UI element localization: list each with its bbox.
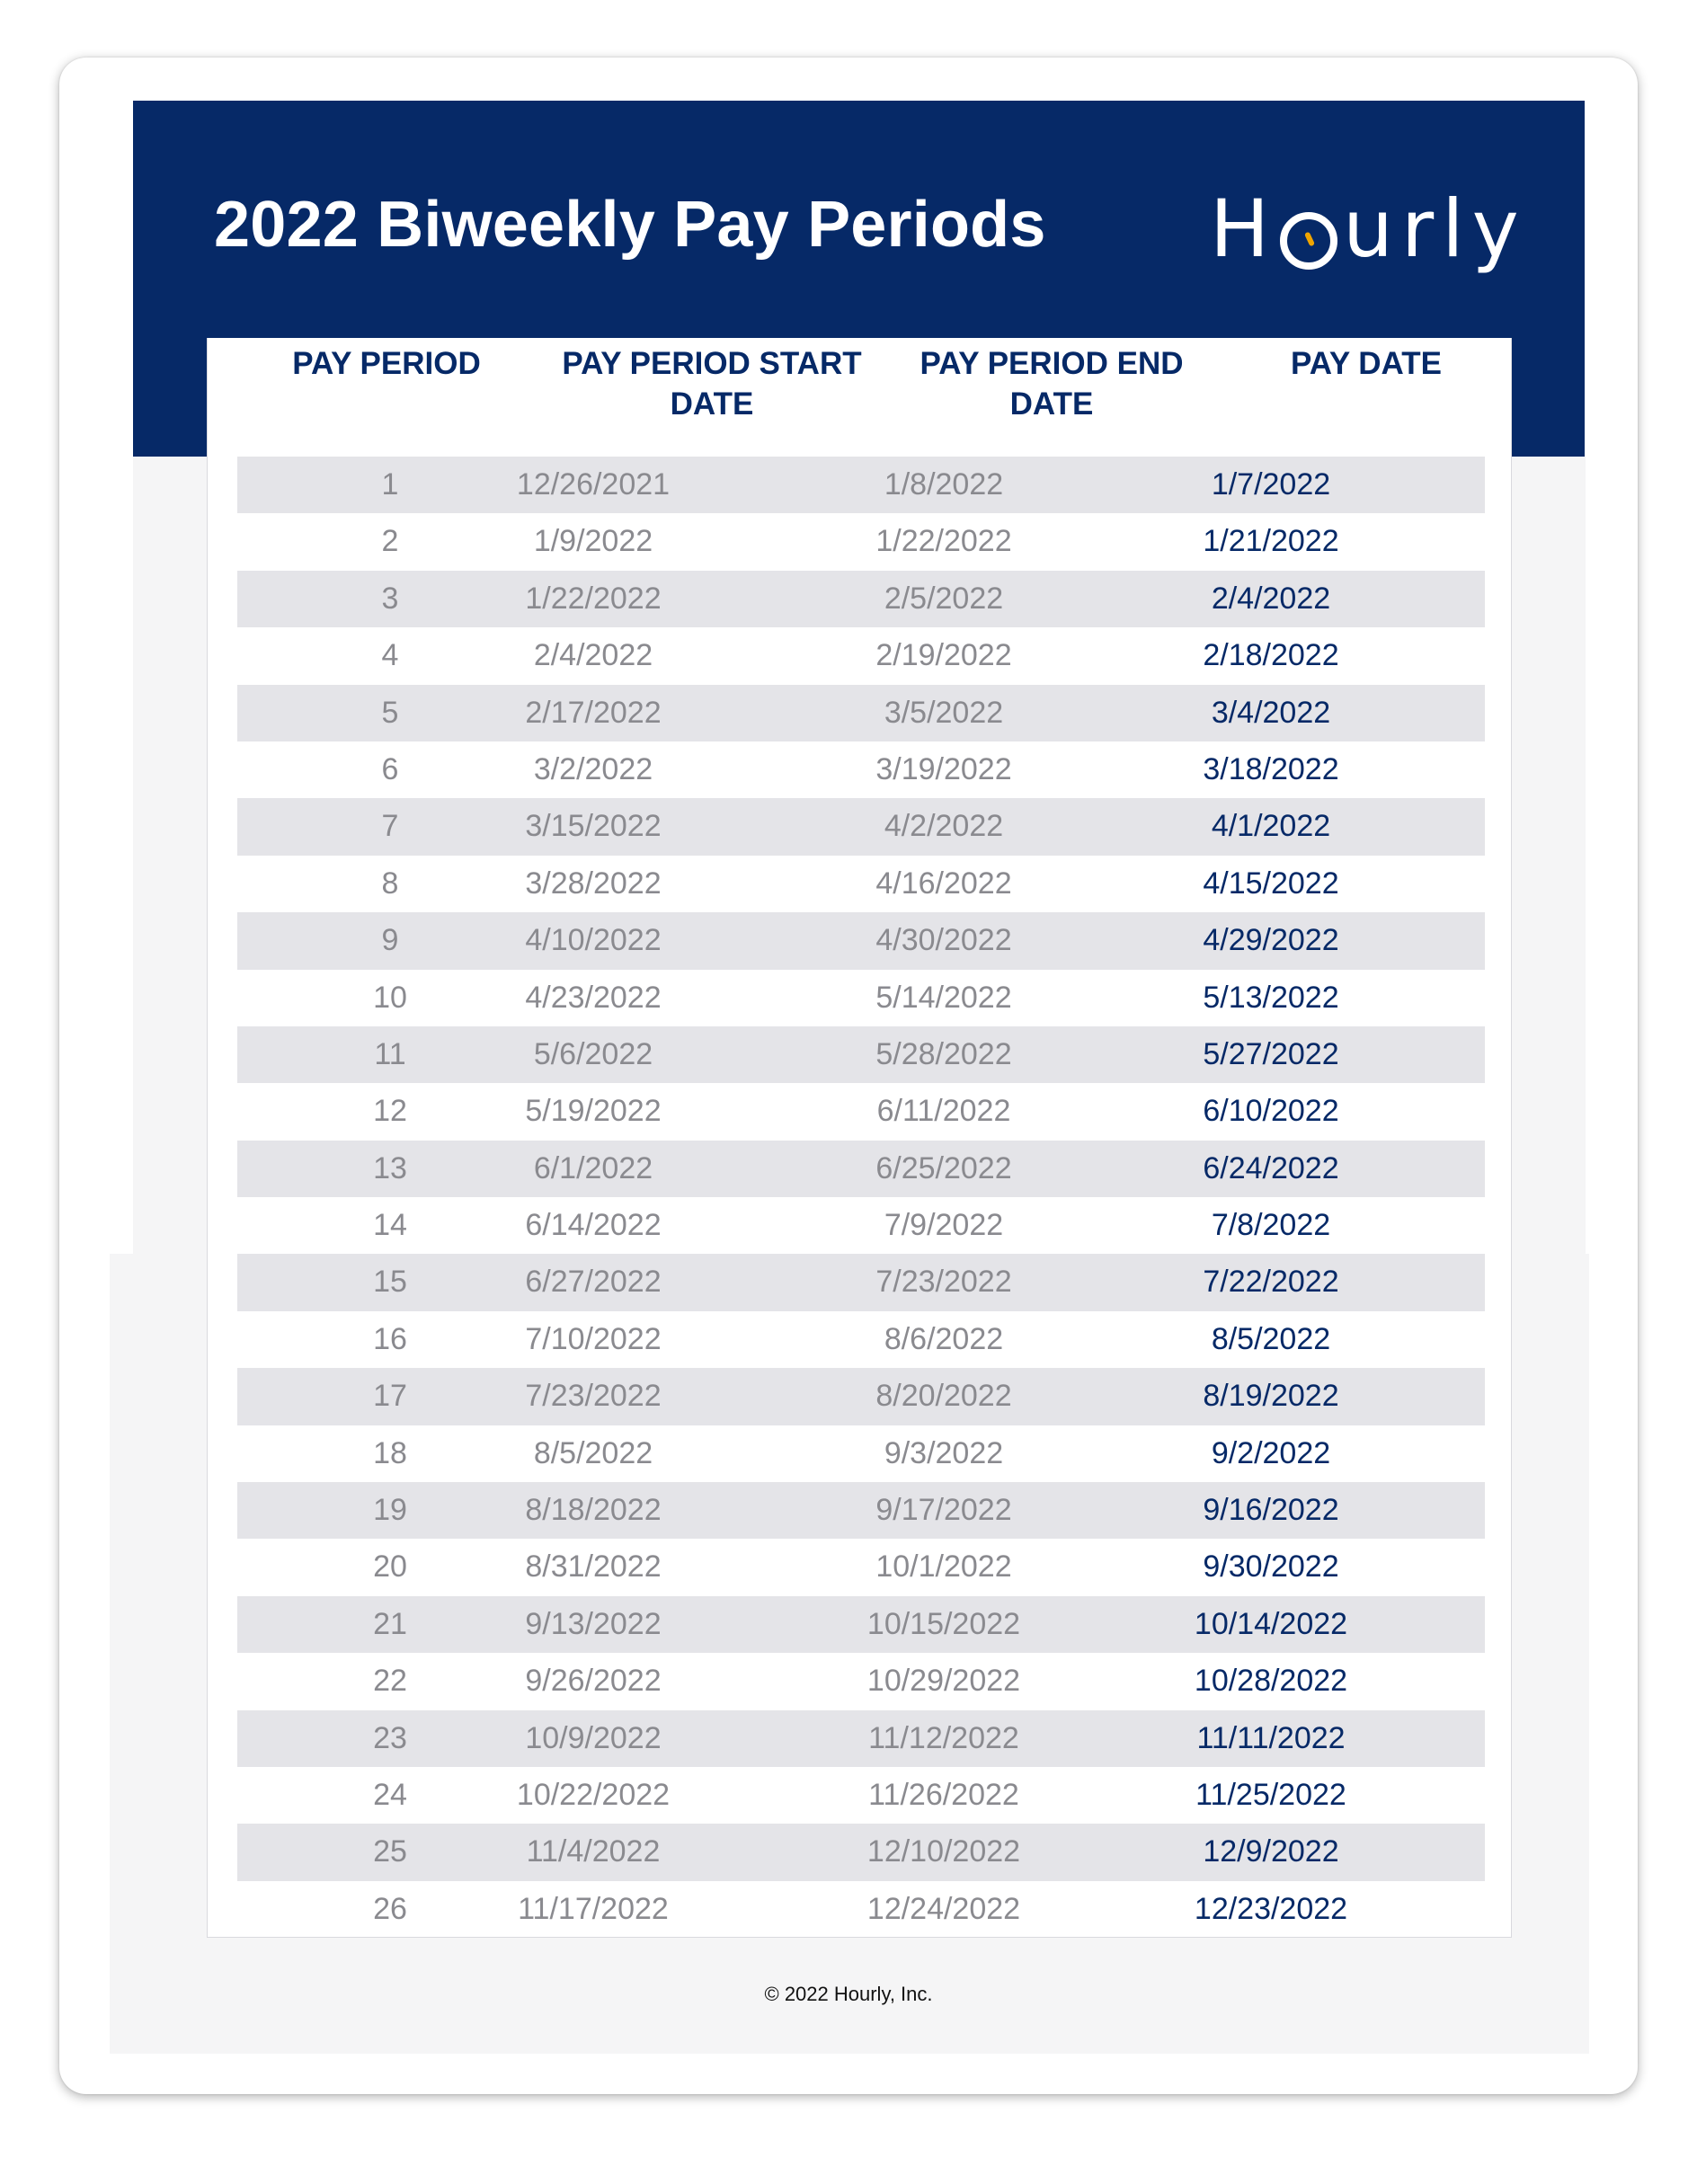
pay-period-number: 23: [373, 1720, 407, 1755]
pay-period-number: 14: [373, 1208, 407, 1243]
pay-date: 11/25/2022: [1195, 1777, 1346, 1812]
header-pay-period: PAY PERIOD: [292, 346, 481, 381]
right-margin-panel: [1512, 457, 1586, 1265]
table-row: [237, 1083, 1485, 1140]
pay-period-number: 19: [373, 1493, 407, 1528]
table-row: [237, 1482, 1485, 1539]
period-end-date: 8/20/2022: [875, 1379, 1012, 1414]
period-start-date: 10/9/2022: [525, 1720, 662, 1755]
pay-period-number: 13: [373, 1150, 407, 1185]
period-end-date: 3/19/2022: [875, 751, 1012, 786]
pay-date: 12/23/2022: [1194, 1891, 1348, 1926]
period-end-date: 1/22/2022: [875, 524, 1012, 559]
pay-period-number: 15: [373, 1265, 407, 1300]
pay-date: 8/19/2022: [1203, 1379, 1339, 1414]
left-margin-panel: [133, 457, 207, 1265]
table-row: [237, 1653, 1485, 1709]
table-row: [237, 1596, 1485, 1653]
period-end-date: 12/10/2022: [866, 1834, 1021, 1869]
table-row: [237, 970, 1485, 1026]
period-start-date: 4/10/2022: [525, 923, 662, 958]
pay-date: 10/28/2022: [1194, 1664, 1348, 1699]
period-end-date: 12/24/2022: [866, 1891, 1021, 1926]
table-row: [237, 1824, 1485, 1880]
period-end-date: 6/11/2022: [876, 1094, 1011, 1129]
table-row: [237, 856, 1485, 912]
period-end-date: 2/5/2022: [884, 581, 1004, 616]
pay-period-number: 8: [381, 866, 399, 901]
pay-period-number: 5: [381, 695, 399, 730]
pay-date: 11/11/2022: [1196, 1720, 1346, 1755]
period-start-date: 2/17/2022: [525, 695, 662, 730]
period-end-date: 8/6/2022: [884, 1321, 1004, 1356]
table-row: [237, 1141, 1485, 1197]
period-start-date: 8/18/2022: [525, 1493, 662, 1528]
pay-date: 5/27/2022: [1203, 1036, 1339, 1071]
pay-period-number: 17: [373, 1379, 407, 1414]
table-row: [237, 513, 1485, 570]
pay-date: 7/8/2022: [1211, 1208, 1331, 1243]
table-row: [237, 1425, 1485, 1482]
period-end-date: 1/8/2022: [884, 467, 1004, 502]
period-end-date: 10/29/2022: [866, 1664, 1021, 1699]
table-row: [237, 627, 1485, 684]
pay-date: 4/1/2022: [1211, 809, 1331, 844]
period-end-date: 11/12/2022: [868, 1720, 1019, 1755]
pay-period-number: 1: [381, 467, 399, 502]
period-start-date: 4/23/2022: [525, 980, 662, 1015]
pay-date: 10/14/2022: [1194, 1606, 1348, 1641]
period-end-date: 7/23/2022: [875, 1265, 1012, 1300]
header-pay-date: PAY DATE: [1291, 346, 1442, 381]
pay-period-number: 18: [373, 1435, 407, 1470]
pay-date: 3/18/2022: [1203, 751, 1339, 786]
pay-period-number: 25: [373, 1834, 407, 1869]
pay-period-number: 3: [381, 581, 399, 616]
logo-text-end: urly: [1343, 182, 1527, 275]
period-start-date: 3/2/2022: [533, 751, 653, 786]
period-end-date: 5/14/2022: [875, 980, 1012, 1015]
clock-o-icon: [1280, 212, 1337, 270]
table-row: [237, 1311, 1485, 1368]
hourly-logo: [1210, 180, 1527, 279]
copyright-footer: © 2022 Hourly, Inc.: [764, 1983, 933, 2005]
period-start-date: 10/22/2022: [516, 1777, 671, 1812]
period-start-date: 7/10/2022: [525, 1321, 662, 1356]
pay-date: 6/24/2022: [1203, 1150, 1339, 1185]
pay-period-number: 11: [374, 1036, 406, 1071]
pay-period-number: 16: [373, 1321, 407, 1356]
pay-date: 9/30/2022: [1203, 1549, 1339, 1585]
period-start-date: 6/27/2022: [525, 1265, 662, 1300]
period-start-date: 5/19/2022: [525, 1094, 662, 1129]
period-start-date: 6/14/2022: [525, 1208, 662, 1243]
pay-period-number: 26: [373, 1891, 407, 1926]
pay-date: 2/18/2022: [1203, 638, 1339, 673]
table-body: [237, 457, 1485, 1938]
pay-date: 7/22/2022: [1203, 1265, 1339, 1300]
pay-period-number: 2: [381, 524, 399, 559]
period-end-date: 10/15/2022: [866, 1606, 1021, 1641]
page-title: 2022 Biweekly Pay Periods: [214, 189, 1046, 261]
period-start-date: 11/4/2022: [526, 1834, 661, 1869]
logo-text-start: H: [1210, 182, 1278, 275]
pay-date: 2/4/2022: [1211, 581, 1331, 616]
table-row: [237, 1254, 1485, 1310]
period-end-date: 4/16/2022: [875, 866, 1012, 901]
pay-period-number: 9: [381, 923, 399, 958]
pay-date: 9/16/2022: [1203, 1493, 1339, 1528]
table-row: [237, 741, 1485, 798]
period-end-date: 4/2/2022: [884, 809, 1004, 844]
period-start-date: 12/26/2021: [516, 467, 671, 502]
table-row: [237, 685, 1485, 741]
pay-period-number: 24: [373, 1777, 407, 1812]
pay-date: 4/29/2022: [1203, 923, 1339, 958]
pay-period-number: 4: [381, 638, 399, 673]
table-row: [237, 1710, 1485, 1767]
pay-date: 4/15/2022: [1203, 866, 1339, 901]
period-start-date: 1/9/2022: [533, 524, 653, 559]
period-start-date: 9/26/2022: [525, 1664, 662, 1699]
pay-date: 3/4/2022: [1211, 695, 1331, 730]
period-start-date: 2/4/2022: [533, 638, 653, 673]
pay-date: 8/5/2022: [1211, 1321, 1331, 1356]
table-row: [237, 1767, 1485, 1824]
pay-period-number: 10: [373, 980, 407, 1015]
period-end-date: 7/9/2022: [884, 1208, 1004, 1243]
table-row: [237, 1881, 1485, 1938]
table-row: [237, 1539, 1485, 1595]
period-start-date: 6/1/2022: [533, 1150, 653, 1185]
pay-period-number: 12: [373, 1094, 407, 1129]
pay-date: 1/7/2022: [1211, 467, 1331, 502]
period-end-date: 4/30/2022: [875, 923, 1012, 958]
period-end-date: 9/17/2022: [875, 1493, 1012, 1528]
period-end-date: 5/28/2022: [875, 1036, 1012, 1071]
pay-period-number: 20: [373, 1549, 407, 1585]
pay-period-number: 7: [381, 809, 399, 844]
period-end-date: 2/19/2022: [875, 638, 1012, 673]
header-start-date: PAY PERIOD START DATE: [562, 346, 862, 422]
table-header: [207, 338, 1512, 457]
table-row: [237, 912, 1485, 969]
table-row: [237, 1197, 1485, 1254]
period-start-date: 3/28/2022: [525, 866, 662, 901]
period-start-date: 7/23/2022: [525, 1379, 662, 1414]
period-start-date: 11/17/2022: [518, 1891, 669, 1926]
period-start-date: 5/6/2022: [533, 1036, 653, 1071]
pay-period-number: 22: [373, 1664, 407, 1699]
period-end-date: 11/26/2022: [868, 1777, 1019, 1812]
pay-date: 9/2/2022: [1211, 1435, 1331, 1470]
table-row: [237, 457, 1485, 513]
period-start-date: 8/31/2022: [525, 1549, 662, 1585]
table-row: [237, 1368, 1485, 1425]
pay-period-number: 21: [373, 1606, 407, 1641]
table-row: [237, 798, 1485, 855]
pay-date: 1/21/2022: [1203, 524, 1339, 559]
pay-period-number: 6: [381, 751, 399, 786]
table-row: [237, 1026, 1485, 1083]
period-start-date: 8/5/2022: [533, 1435, 653, 1470]
table-row: [237, 571, 1485, 627]
pay-date: 12/9/2022: [1203, 1834, 1339, 1869]
period-end-date: 3/5/2022: [884, 695, 1004, 730]
header-end-date: PAY PERIOD END DATE: [920, 346, 1184, 422]
period-start-date: 9/13/2022: [525, 1606, 662, 1641]
pay-date: 6/10/2022: [1203, 1094, 1339, 1129]
pay-date: 5/13/2022: [1203, 980, 1339, 1015]
period-start-date: 3/15/2022: [525, 809, 662, 844]
period-start-date: 1/22/2022: [525, 581, 662, 616]
period-end-date: 6/25/2022: [875, 1150, 1012, 1185]
period-end-date: 9/3/2022: [884, 1435, 1004, 1470]
period-end-date: 10/1/2022: [875, 1549, 1012, 1585]
